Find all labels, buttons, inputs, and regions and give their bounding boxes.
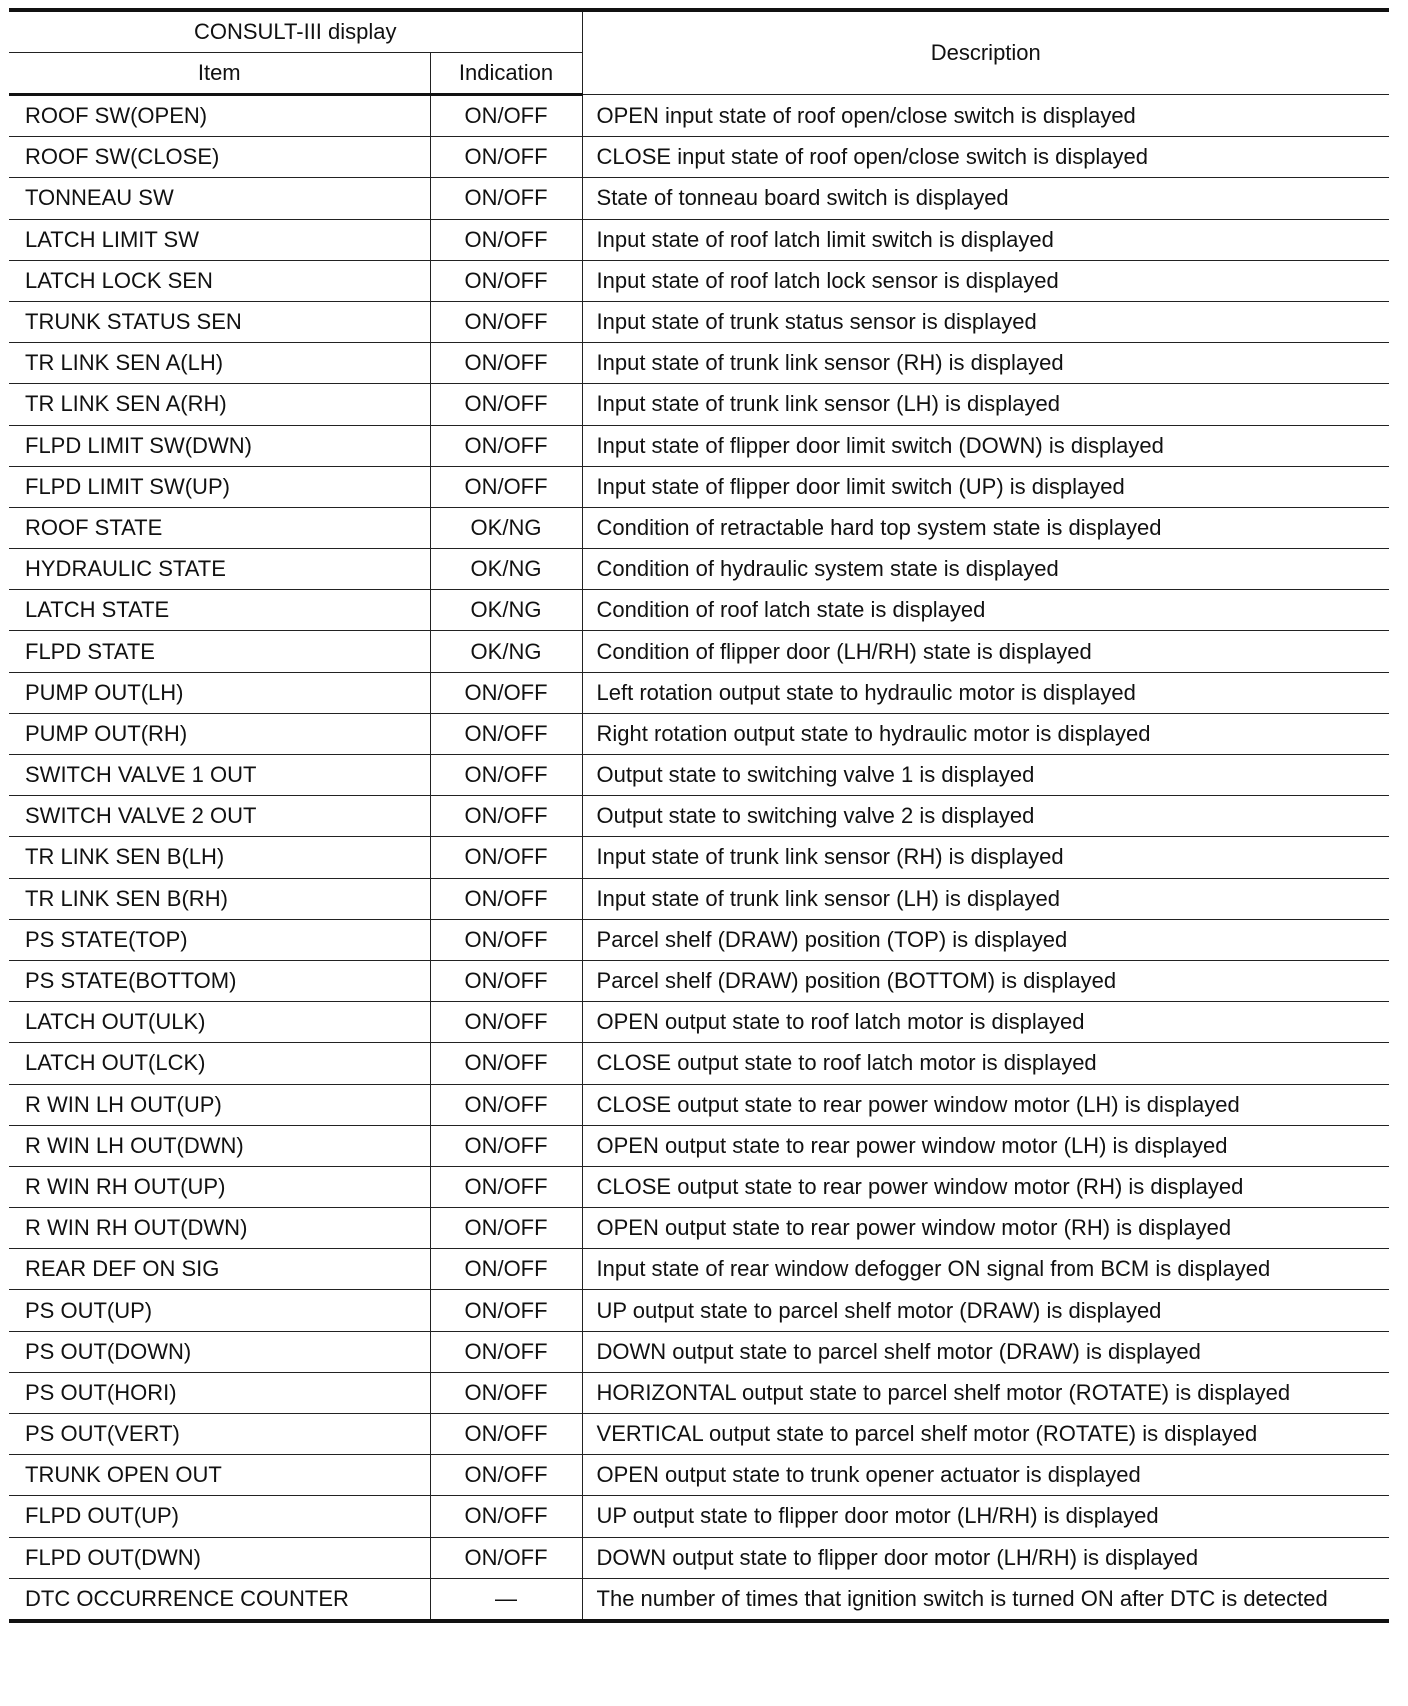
description-cell: Input state of flipper door limit switch (UP) is displayed — [582, 466, 1389, 507]
description-cell: Right rotation output state to hydraulic motor is displayed — [582, 713, 1389, 754]
indication-cell: ON/OFF — [430, 1414, 582, 1455]
table-row — [9, 260, 1389, 301]
description-cell: Input state of roof latch lock sensor is displayed — [582, 260, 1389, 301]
table-row — [9, 590, 1389, 631]
table-row — [9, 960, 1389, 1001]
indication-cell: ON/OFF — [430, 219, 582, 260]
description-cell: Condition of flipper door (LH/RH) state is displayed — [582, 631, 1389, 672]
table-row — [9, 549, 1389, 590]
item-cell: DTC OCCURRENCE COUNTER — [25, 1585, 349, 1611]
indication-cell: ON/OFF — [430, 95, 582, 137]
indication-cell: ON/OFF — [430, 1537, 582, 1578]
header-consult-display: CONSULT-III display — [9, 10, 582, 53]
indication-cell: ON/OFF — [430, 919, 582, 960]
indication-cell: ON/OFF — [430, 1166, 582, 1207]
table-row — [9, 1166, 1389, 1207]
item-cell: PS OUT(DOWN) — [9, 1331, 430, 1372]
item-cell: FLPD LIMIT SW(DWN) — [9, 425, 430, 466]
item-cell: FLPD LIMIT SW(UP) — [9, 466, 430, 507]
item-cell: TONNEAU SW — [9, 178, 430, 219]
item-cell: R WIN LH OUT(UP) — [9, 1084, 430, 1125]
description-cell: State of tonneau board switch is displayed — [582, 178, 1389, 219]
item-cell: FLPD OUT(DWN) — [9, 1537, 430, 1578]
table-row — [9, 1331, 1389, 1372]
table-row — [9, 755, 1389, 796]
description-cell: OPEN output state to roof latch motor is displayed — [582, 1002, 1389, 1043]
table-row — [9, 1537, 1389, 1578]
table-row — [9, 507, 1389, 548]
indication-cell: ON/OFF — [430, 1331, 582, 1372]
description-cell: Condition of retractable hard top system state is displayed — [582, 507, 1389, 548]
item-cell: ROOF STATE — [9, 507, 430, 548]
indication-cell: ON/OFF — [430, 1455, 582, 1496]
indication-cell: ON/OFF — [430, 1002, 582, 1043]
description-cell: Input state of flipper door limit switch (DOWN) is displayed — [582, 425, 1389, 466]
item-cell: R WIN RH OUT(UP) — [9, 1166, 430, 1207]
indication-cell: ON/OFF — [430, 755, 582, 796]
item-cell: TRUNK STATUS SEN — [9, 301, 430, 342]
indication-cell: ON/OFF — [430, 1496, 582, 1537]
description-cell: CLOSE input state of roof open/close switch is displayed — [582, 137, 1389, 178]
description-cell: CLOSE output state to rear power window motor (LH) is displayed — [582, 1084, 1389, 1125]
description-cell: Parcel shelf (DRAW) position (TOP) is displayed — [582, 919, 1389, 960]
indication-cell: ON/OFF — [430, 1372, 582, 1413]
table-row — [9, 219, 1389, 260]
item-cell: LATCH LOCK SEN — [9, 260, 430, 301]
table-row — [9, 713, 1389, 754]
indication-cell: ON/OFF — [430, 343, 582, 384]
item-cell: LATCH STATE — [9, 590, 430, 631]
item-cell: SWITCH VALVE 1 OUT — [9, 755, 430, 796]
description-cell: Input state of trunk link sensor (LH) is displayed — [582, 878, 1389, 919]
table-row — [9, 466, 1389, 507]
indication-cell: ON/OFF — [430, 1290, 582, 1331]
consult-data-monitor-table-container — [9, 8, 1389, 1623]
table-body — [9, 95, 1389, 1621]
table-row — [9, 1043, 1389, 1084]
table-row — [9, 1249, 1389, 1290]
indication-cell: ON/OFF — [430, 960, 582, 1001]
indication-cell: ON/OFF — [430, 137, 582, 178]
description-cell: UP output state to parcel shelf motor (DRAW) is displayed — [582, 1290, 1389, 1331]
table-row — [9, 837, 1389, 878]
description-cell: OPEN output state to rear power window motor (LH) is displayed — [582, 1125, 1389, 1166]
item-cell: FLPD STATE — [9, 631, 430, 672]
description-cell: Output state to switching valve 2 is displayed — [582, 796, 1389, 837]
description-cell: Parcel shelf (DRAW) position (BOTTOM) is displayed — [582, 960, 1389, 1001]
indication-cell: OK/NG — [430, 590, 582, 631]
table-row — [9, 1414, 1389, 1455]
item-cell: HYDRAULIC STATE — [9, 549, 430, 590]
item-cell: PS STATE(TOP) — [9, 919, 430, 960]
table-row — [9, 95, 1389, 137]
description-cell: CLOSE output state to roof latch motor is displayed — [582, 1043, 1389, 1084]
description-cell: HORIZONTAL output state to parcel shelf motor (ROTATE) is displayed — [582, 1372, 1389, 1413]
table-row — [9, 1290, 1389, 1331]
table-row — [9, 919, 1389, 960]
table-row — [9, 631, 1389, 672]
table-header — [9, 10, 1389, 95]
indication-cell: ON/OFF — [430, 384, 582, 425]
item-cell: FLPD OUT(UP) — [9, 1496, 430, 1537]
header-description: Description — [582, 10, 1389, 95]
item-cell: TR LINK SEN B(LH) — [9, 837, 430, 878]
description-cell: OPEN input state of roof open/close switch is displayed — [582, 95, 1389, 137]
table-row — [9, 1496, 1389, 1537]
table-row — [9, 672, 1389, 713]
indication-cell: ON/OFF — [430, 878, 582, 919]
indication-cell: ON/OFF — [430, 1125, 582, 1166]
item-cell: TR LINK SEN A(LH) — [9, 343, 430, 384]
table-row — [9, 796, 1389, 837]
description-cell: CLOSE output state to rear power window motor (RH) is displayed — [582, 1166, 1389, 1207]
item-cell: PS OUT(VERT) — [9, 1414, 430, 1455]
description-cell: Input state of trunk link sensor (RH) is displayed — [582, 837, 1389, 878]
item-cell: SWITCH VALVE 2 OUT — [9, 796, 430, 837]
table-row — [9, 178, 1389, 219]
table-row — [9, 425, 1389, 466]
item-cell: PUMP OUT(LH) — [9, 672, 430, 713]
description-cell: DOWN output state to parcel shelf motor (DRAW) is displayed — [582, 1331, 1389, 1372]
consult-data-monitor-table — [9, 8, 1389, 1623]
table-row — [9, 878, 1389, 919]
table-row — [9, 1084, 1389, 1125]
header-item: Item — [9, 53, 430, 95]
indication-cell: ON/OFF — [430, 178, 582, 219]
table-row — [9, 1372, 1389, 1413]
table-row — [9, 1208, 1389, 1249]
item-cell: PUMP OUT(RH) — [9, 713, 430, 754]
table-row — [9, 1455, 1389, 1496]
item-cell: LATCH OUT(ULK) — [9, 1002, 430, 1043]
description-cell: OPEN output state to rear power window motor (RH) is displayed — [582, 1208, 1389, 1249]
description-cell: Condition of hydraulic system state is displayed — [582, 549, 1389, 590]
indication-cell: OK/NG — [430, 549, 582, 590]
indication-cell: ON/OFF — [430, 713, 582, 754]
indication-cell: ON/OFF — [430, 301, 582, 342]
indication-cell: ON/OFF — [430, 425, 582, 466]
indication-cell: ON/OFF — [430, 1249, 582, 1290]
indication-cell: OK/NG — [430, 507, 582, 548]
item-cell: TR LINK SEN B(RH) — [9, 878, 430, 919]
description-cell: Input state of trunk link sensor (LH) is displayed — [582, 384, 1389, 425]
item-cell: REAR DEF ON SIG — [9, 1249, 430, 1290]
item-cell: LATCH OUT(LCK) — [9, 1043, 430, 1084]
indication-cell: ON/OFF — [430, 672, 582, 713]
item-cell: PS STATE(BOTTOM) — [9, 960, 430, 1001]
description-cell: Input state of roof latch limit switch is displayed — [582, 219, 1389, 260]
indication-cell: ON/OFF — [430, 466, 582, 507]
indication-cell: ON/OFF — [430, 1084, 582, 1125]
description-cell: The number of times that ignition switch is turned ON after DTC is detected — [596, 1585, 1328, 1611]
item-cell: R WIN LH OUT(DWN) — [9, 1125, 430, 1166]
table-row — [9, 301, 1389, 342]
table-row — [9, 137, 1389, 178]
item-cell: ROOF SW(CLOSE) — [9, 137, 430, 178]
indication-cell: OK/NG — [430, 631, 582, 672]
description-cell: DOWN output state to flipper door motor (LH/RH) is displayed — [582, 1537, 1389, 1578]
description-cell: OPEN output state to trunk opener actuator is displayed — [582, 1455, 1389, 1496]
indication-cell: ON/OFF — [430, 1043, 582, 1084]
item-cell: R WIN RH OUT(DWN) — [9, 1208, 430, 1249]
description-cell: Condition of roof latch state is displayed — [582, 590, 1389, 631]
indication-cell: — — [430, 1578, 582, 1621]
item-cell: TR LINK SEN A(RH) — [9, 384, 430, 425]
item-cell: TRUNK OPEN OUT — [9, 1455, 430, 1496]
description-cell: Input state of trunk link sensor (RH) is displayed — [582, 343, 1389, 384]
description-cell: UP output state to flipper door motor (LH/RH) is displayed — [582, 1496, 1389, 1537]
table-row — [9, 1125, 1389, 1166]
indication-cell: ON/OFF — [430, 796, 582, 837]
table-row — [9, 343, 1389, 384]
description-cell: VERTICAL output state to parcel shelf motor (ROTATE) is displayed — [582, 1414, 1389, 1455]
table-row — [9, 384, 1389, 425]
table-row — [9, 1002, 1389, 1043]
indication-cell: ON/OFF — [430, 1208, 582, 1249]
description-cell: Output state to switching valve 1 is displayed — [582, 755, 1389, 796]
header-indication: Indication — [430, 53, 582, 95]
item-cell: ROOF SW(OPEN) — [9, 95, 430, 137]
table-row — [9, 1578, 1389, 1621]
indication-cell: ON/OFF — [430, 837, 582, 878]
description-cell: Input state of trunk status sensor is displayed — [582, 301, 1389, 342]
item-cell: PS OUT(HORI) — [9, 1372, 430, 1413]
indication-cell: ON/OFF — [430, 260, 582, 301]
description-cell: Left rotation output state to hydraulic motor is displayed — [582, 672, 1389, 713]
description-cell: Input state of rear window defogger ON signal from BCM is displayed — [582, 1249, 1389, 1290]
item-cell: LATCH LIMIT SW — [9, 219, 430, 260]
item-cell: PS OUT(UP) — [9, 1290, 430, 1331]
